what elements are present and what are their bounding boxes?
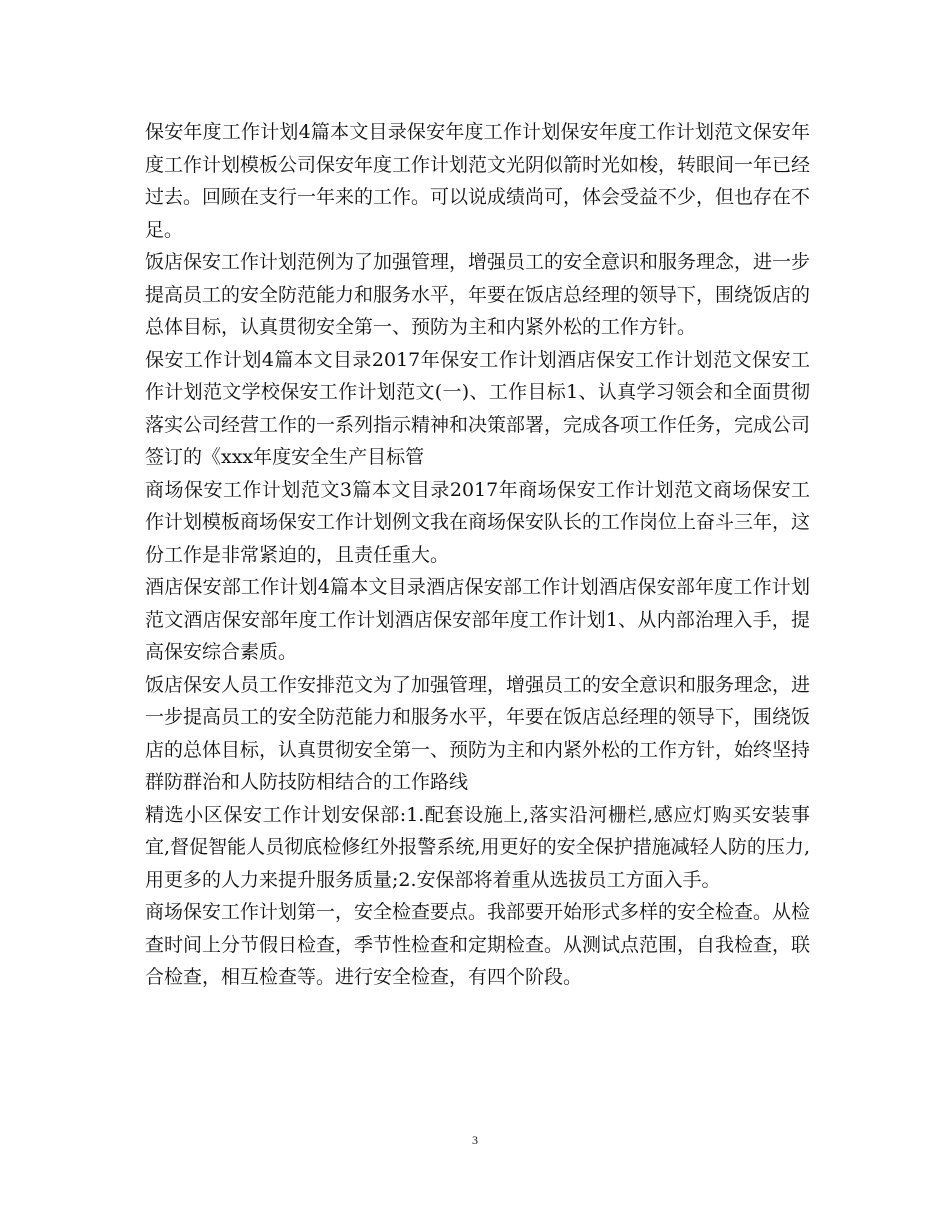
paragraph-8: 商场保安工作计划第一，安全检查要点。我部要开始形式多样的安全检查。从检查时间上分节假日检查，季节性检查和定期检查。从测试点范围，自我检查，联合检查，相互检查等。进行安全检查，有四个阶段。 (145, 901, 811, 988)
paragraph-5: 酒店保安部工作计划4篇本文目录酒店保安部工作计划酒店保安部年度工作计划范文酒店保安部年度工作计划酒店保安部年度工作计划1、从内部治理入手，提高保安综合素质。 (145, 576, 810, 663)
page-number: 3 (472, 1133, 478, 1147)
paragraph-7: 精选小区保安工作计划安保部:1.配套设施上,落实沿河栅栏,感应灯购买安装事宜,督促智能人员彻底检修红外报警系统,用更好的安全保护措施减轻人防的压力,用更多的人力来提升服务质量;2.安保部将着重从选拔员工方面入手。 (145, 803, 810, 891)
paragraph-4: 商场保安工作计划范文3篇本文目录2017年商场保安工作计划范文商场保安工作计划模板商场保安工作计划例文我在商场保安队长的工作岗位上奋斗三年，这份工作是非常紧迫的，且责任重大。 (145, 478, 811, 566)
paragraph-6: 饭店保安人员工作安排范文为了加强管理，增强员工的安全意识和服务理念，进一步提高员工的安全防范能力和服务水平，年要在饭店总经理的领导下，围绕饭店的总体目标，认真贯彻安全第一、预防为主和内紧外松的工作方针，始终坚持群防群治和人防技防相结合的工作路线 (145, 673, 811, 793)
paragraph-2: 饭店保安工作计划范例为了加强管理，增强员工的安全意识和服务理念，进一步提高员工的安全防范能力和服务水平，年要在饭店总经理的领导下，围绕饭店的总体目标，认真贯彻安全第一、预防为主和内紧外松的工作方针。 (145, 251, 811, 338)
paragraph-3: 保安工作计划4篇本文目录2017年保安工作计划酒店保安工作计划范文保安工作计划范文学校保安工作计划范文(一)、工作目标1、认真学习领会和全面贯彻落实公司经营工作的一系列指示精神和决策部署，完成各项工作任务，完成公司签订的《xxx年度安全生产目标管 (145, 348, 811, 468)
document-body (145, 116, 810, 994)
paragraph-1: 保安年度工作计划4篇本文目录保安年度工作计划保安年度工作计划范文保安年度工作计划模板公司保安年度工作计划范文光阴似箭时光如梭，转眼间一年已经过去。回顾在支行一年来的工作。可以说成绩尚可，体会受益不少，但也存在不足。 (145, 121, 811, 241)
